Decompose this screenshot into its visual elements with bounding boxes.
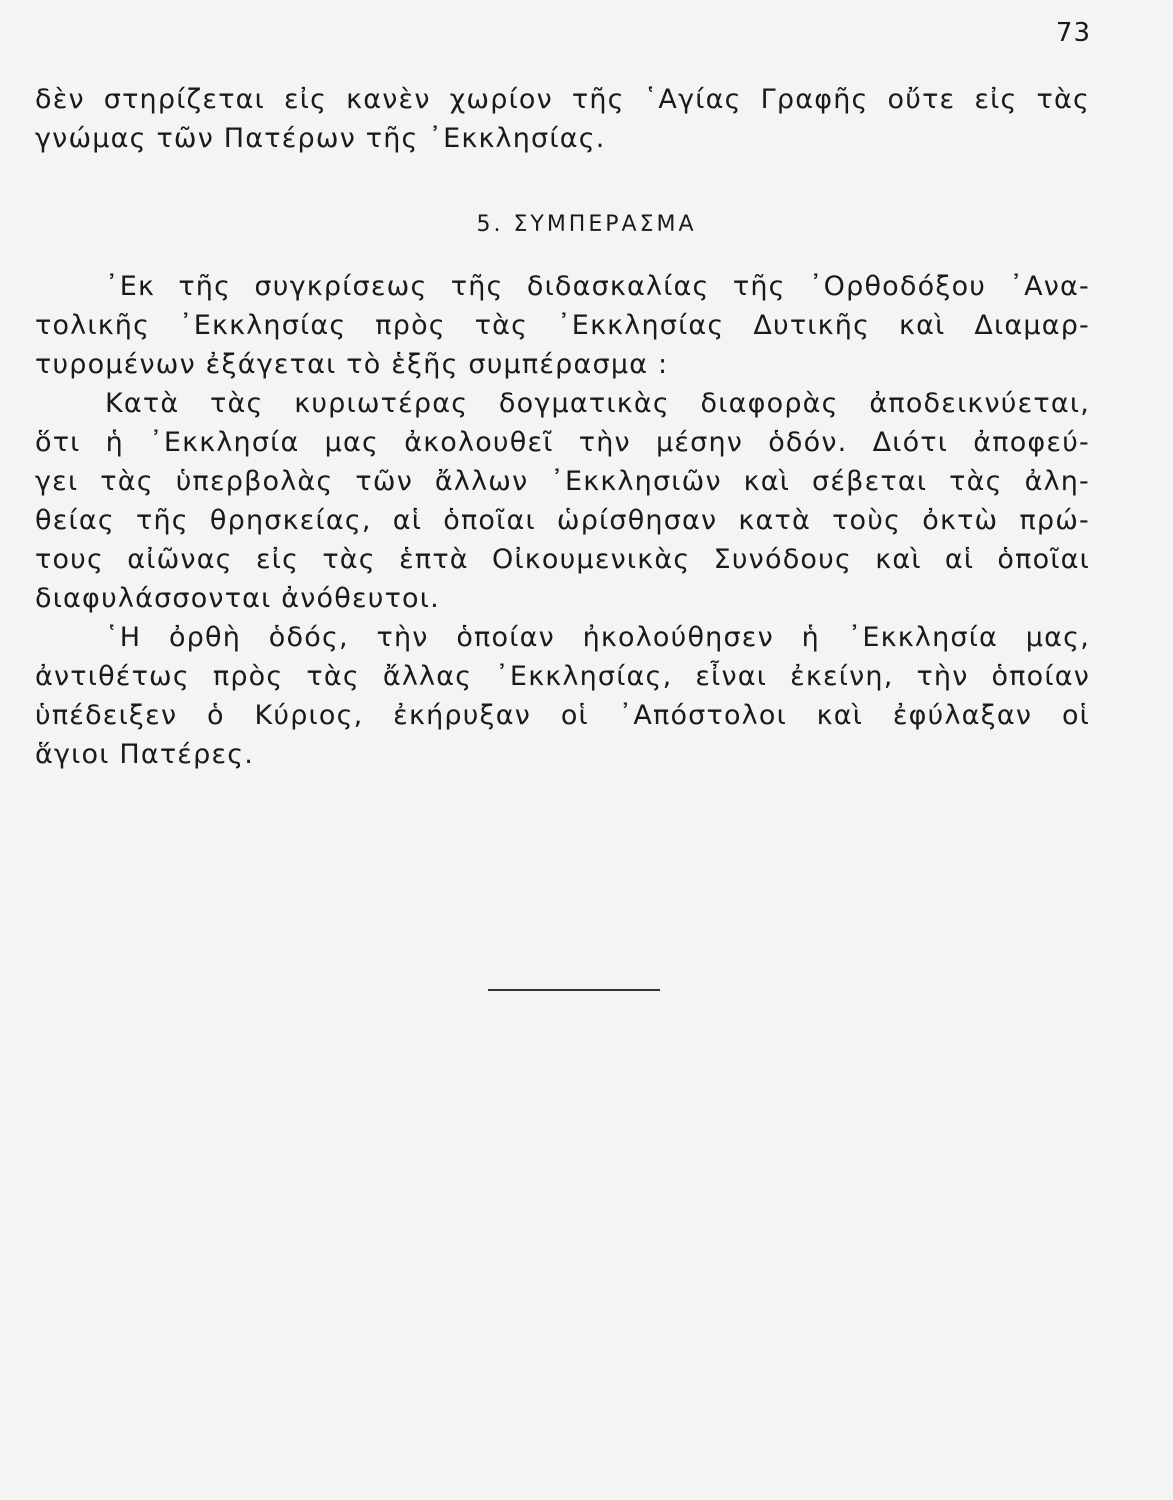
- text-line: τους αἰῶνας εἰς τὰς ἑπτὰ Οἰκουμενικὰς Συνόδους καὶ αἱ ὁποῖαι: [35, 544, 1090, 575]
- text-line: ὅτι ἡ ᾿Εκκλησία μας ἀκολουθεῖ τὴν μέσην ὁδόν. Διότι ἀποφεύ-: [35, 427, 1090, 458]
- text-line: ἅγιοι Πατέρες.: [35, 739, 255, 770]
- text-line: ᾿Εκ τῆς συγκρίσεως τῆς διδασκαλίας τῆς ᾿Ορθοδόξου ᾿Ανα-: [105, 271, 1090, 302]
- conclusion-text: [35, 267, 1090, 774]
- text-line: τυρομένων ἐξάγεται τὸ ἑξῆς συμπέρασμα :: [35, 349, 669, 380]
- section-heading: 5. ΣΥΜΠΕΡΑΣΜΑ: [476, 212, 697, 237]
- intro-text: [35, 80, 1090, 158]
- text-line: τολικῆς ᾿Εκκλησίας πρὸς τὰς ᾿Εκκλησίας Δυτικῆς καὶ Διαμαρ-: [35, 310, 1090, 341]
- text-line: ῾Η ὀρθὴ ὁδός, τὴν ὁποίαν ἠκολούθησεν ἡ ᾿Εκκλησία μας,: [105, 622, 1090, 653]
- text-line: ἀντιθέτως πρὸς τὰς ἄλλας ᾿Εκκλησίας, εἶναι ἐκείνη, τὴν ὁποίαν: [35, 661, 1090, 692]
- text-line: γνώμας τῶν Πατέρων τῆς ᾿Εκκλησίας.: [35, 123, 606, 154]
- page-number: 73: [1055, 18, 1091, 48]
- text-line: διαφυλάσσονται ἀνόθευτοι.: [35, 583, 440, 614]
- text-line: Κατὰ τὰς κυριωτέρας δογματικὰς διαφορὰς ἀποδεικνύεται,: [105, 388, 1090, 419]
- text-line: ὑπέδειξεν ὁ Κύριος, ἐκήρυξαν οἱ ᾿Απόστολοι καὶ ἐφύλαξαν οἱ: [35, 700, 1090, 731]
- end-rule: [488, 989, 660, 991]
- text-line: δὲν στηρίζεται εἰς κανὲν χωρίον τῆς ῾Αγίας Γραφῆς οὔτε εἰς τὰς: [35, 84, 1090, 115]
- text-line: γει τὰς ὑπερβολὰς τῶν ἄλλων ᾿Εκκλησιῶν καὶ σέβεται τὰς ἀλη-: [35, 466, 1090, 497]
- text-line: θείας τῆς θρησκείας, αἱ ὁποῖαι ὡρίσθησαν κατὰ τοὺς ὀκτὼ πρώ-: [35, 505, 1090, 536]
